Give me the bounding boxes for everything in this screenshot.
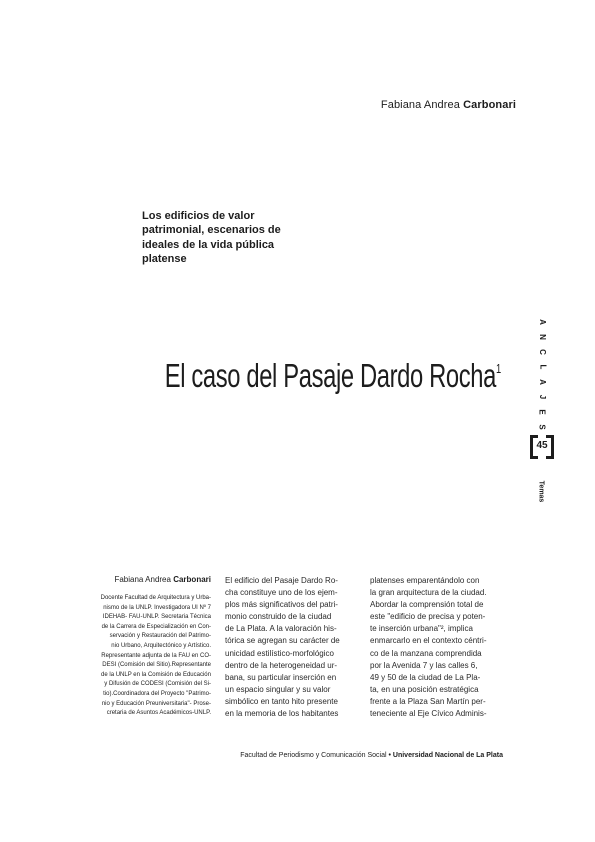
- body-line: este "edificio de precisa y poten-: [370, 612, 486, 622]
- journal-letter: A: [538, 379, 547, 385]
- bio-line: nismo de la UNLP. Investigadora UI Nº 7: [103, 604, 211, 611]
- section-label: [534, 468, 548, 514]
- author-bio: [78, 575, 211, 719]
- issue-number: 45: [536, 440, 548, 451]
- article-title: [165, 357, 501, 395]
- bio-line: Representante adjunta de la FAU en CO-: [101, 652, 211, 659]
- header-author-first: Fabiana Andrea: [380, 99, 460, 111]
- page-footer: [240, 752, 503, 759]
- journal-letter: J: [537, 394, 547, 400]
- section-label-text: Temas: [537, 480, 545, 502]
- header-author-last: Carbonari: [463, 99, 516, 111]
- body-line: te inserción urbana"², implica: [370, 624, 473, 634]
- footer-separator: •: [388, 752, 391, 759]
- body-line: de La Plata. A la valoración his-: [225, 624, 337, 634]
- bio-line: de la UNLP en la Comisión de Educación: [101, 671, 211, 678]
- bio-line: nio Urbano, Arquitectónico y Artístico.: [111, 642, 211, 649]
- bio-line: y Difusión de CODESI (Comisión del Si-: [104, 681, 211, 688]
- body-line: Abordar la comprensión total de: [370, 600, 484, 610]
- body-column-1: [225, 575, 364, 720]
- journal-letter: C: [538, 349, 547, 355]
- body-line: por la Avenida 7 y las calles 6,: [370, 660, 478, 670]
- journal-letter: A: [538, 319, 547, 325]
- body-line: 49 y 50 de la ciudad de La Pla-: [370, 672, 481, 682]
- bio-author-name: [78, 575, 211, 584]
- bio-line: tio).Coordinadora del Proyecto "Patrimo-: [103, 690, 211, 697]
- body-line: un espacio singular y su valor: [225, 684, 331, 694]
- journal-letter: E: [538, 409, 547, 415]
- bio-author-first: Fabiana Andrea: [114, 575, 171, 584]
- bio-line: Docente Facultad de Arquitectura y Urba-: [100, 595, 211, 601]
- bio-line: nio y Educación Preuniversitaria"- Prose-: [101, 700, 211, 707]
- body-line: frente a la Plaza San Martín per-: [370, 696, 486, 706]
- body-line: El edificio del Pasaje Dardo Ro-: [225, 576, 338, 585]
- bio-line: IDEHAB- FAU-UNLP. Secretaria Técnica: [102, 614, 211, 621]
- footer-faculty: Facultad de Periodismo y Comunicación Social: [240, 752, 387, 759]
- body-line: simbólico en tanto hito presente: [225, 696, 338, 706]
- body-line: teneciente al Eje Cívico Adminis-: [370, 709, 487, 719]
- bio-line: servación y Restauración del Patrimo-: [109, 633, 211, 640]
- body-line: co de la manzana comprendida: [370, 648, 482, 658]
- body-line: la gran arquitectura de la ciudad.: [370, 588, 487, 598]
- body-line: cha constituye uno de los ejem-: [225, 588, 338, 598]
- article-subtitle: Los edificios de valor patrimonial, escenarios de ideales de la vida pública platense: [142, 210, 281, 265]
- title-footnote-marker: 1: [496, 361, 501, 376]
- body-line: plos más significativos del patri-: [225, 600, 338, 610]
- body-line: en la memoria de los habitantes: [225, 709, 339, 719]
- header-author: [381, 99, 516, 111]
- article-title-text: El caso del Pasaje Dardo Rocha: [164, 357, 497, 394]
- journal-letter: N: [538, 334, 547, 340]
- journal-letter: L: [537, 364, 547, 370]
- journal-letter: S: [538, 424, 547, 430]
- bio-text: [78, 594, 211, 719]
- body-line: platenses emparentándolo con: [370, 576, 480, 585]
- bio-line: DESI (Comisión del Sitio).Representante: [102, 662, 211, 669]
- body-line: tórica se agregan su carácter de: [225, 636, 340, 646]
- body-column-2: [370, 575, 509, 720]
- bio-line: de la Carrera de Especialización en Con-: [101, 623, 211, 630]
- journal-name-vertical: [536, 318, 548, 431]
- body-line: dentro de la heterogeneidad ur-: [225, 660, 338, 670]
- journal-side-brand: [528, 318, 556, 518]
- body-line: ta, en una posición estratégica: [370, 684, 479, 694]
- footer-university: Universidad Nacional de La Plata: [392, 752, 503, 759]
- body-line: enmarcarlo en el contexto céntri-: [370, 636, 487, 646]
- body-line: monio construido de la ciudad: [225, 612, 332, 622]
- body-line: bana, su particular inserción en: [225, 672, 337, 682]
- issue-number-box: [530, 435, 554, 459]
- bio-line: cretaria de Asuntos Académicos-UNLP.: [106, 710, 211, 717]
- body-line: unicidad estilístico-morfológico: [225, 648, 334, 658]
- bio-author-last: Carbonari: [173, 575, 211, 584]
